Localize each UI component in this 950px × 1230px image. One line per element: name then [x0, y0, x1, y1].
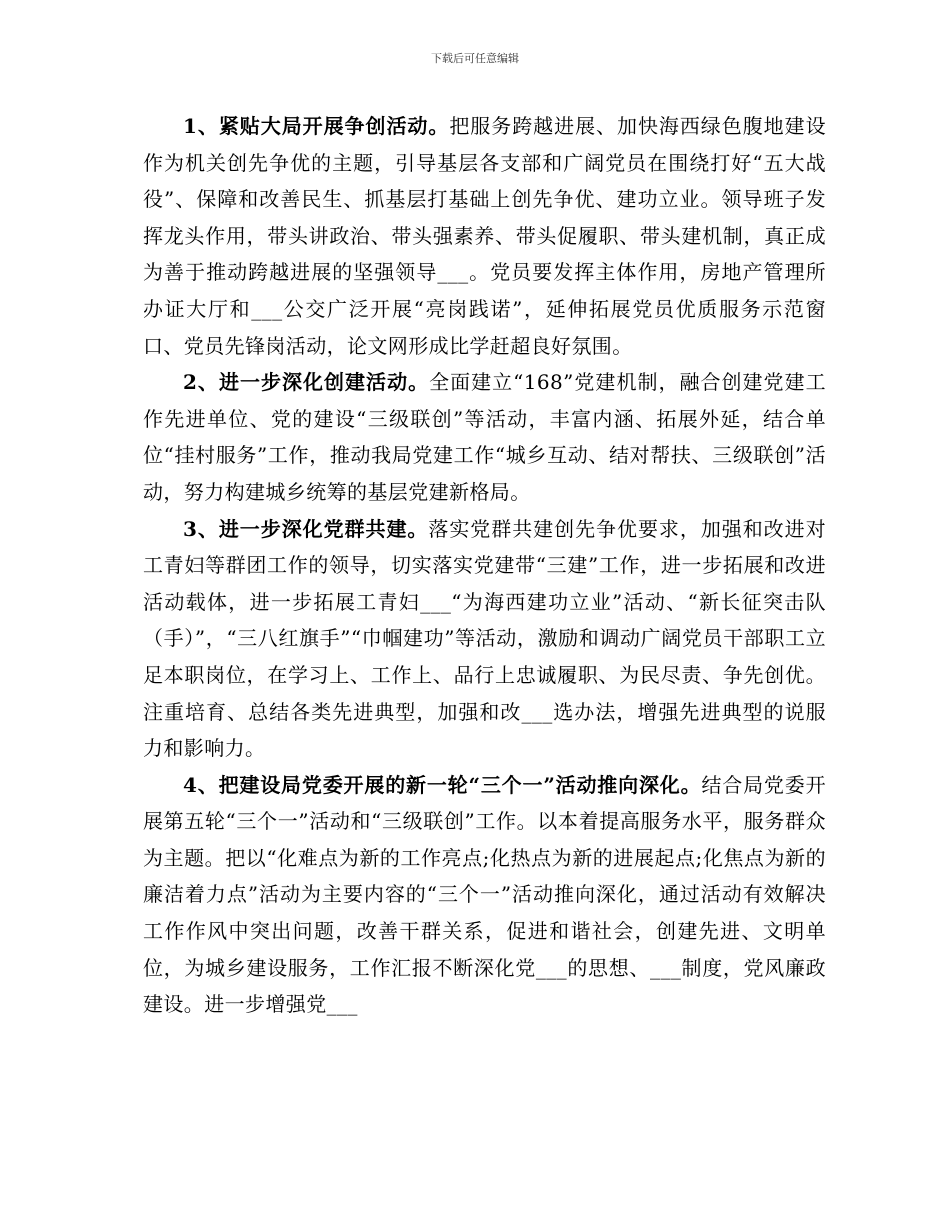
paragraph-1-text: 把服务跨越进展、加快海西绿色腹地建设作为机关创先争优的主题，引导基层各支部和广阔党员在围绕打好“五大战役”、保障和改善民生、抓基层打基础上创先争优、建功立业。领导班子发挥龙头作用，带头讲政治、带头强素养、带头促履职、带头建机制，真正成为善于推动跨越进展的坚强领导___。党员要发挥主体作用，房地产管理所办证大厅和___公交广泛开展“亮岗践诺”，延伸拓展党员优质服务示范窗口、党员先锋岗活动，论文网形成比学赶超良好氛围。 [143, 114, 826, 358]
paragraph-2-text: 全面建立“168”党建机制，融合创建党建工作先进单位、党的建设“三级联创”等活动，丰富内涵、拓展外延，结合单位“挂村服务”工作，推动我局党建工作“城乡互动、结对帮扶、三级联创”活动，努力构建城乡统筹的基层党建新格局。 [143, 370, 826, 504]
paragraph-3-text: 落实党群共建创先争优要求，加强和改进对工青妇等群团工作的领导，切实落实党建带“三建”工作，进一步拓展和改进活动载体，进一步拓展工青妇___“为海西建功立业”活动、“新长征突击队（手）”，“三八红旗手”“巾帼建功”等活动，激励和调动广阔党员干部职工立足本职岗位，在学习上、工作上、品行上忠诚履职、为民尽责、争先创优。注重培育、总结各类先进典型，加强和改___选办法，增强先进典型的说服力和影响力。 [143, 516, 826, 761]
paragraph-4-text: 结合局党委开展第五轮“三个一”活动和“三级联创”工作。以本着提高服务水平，服务群众为主题。把以“化难点为新的工作亮点;化热点为新的进展起点;化焦点为新的廉洁着力点”活动为主要内容的“三个一”活动推向深化，通过活动有效解决工作作风中突出问题，改善干群关系，促进和谐社会，创建先进、文明单位，为城乡建设服务，工作汇报不断深化党___的思想、___制度，党风廉政建设。进一步增强党___ [143, 772, 826, 1017]
page-header: 下载后可任意编辑 [431, 52, 519, 65]
paragraph-4 [143, 767, 826, 1023]
document-body [143, 108, 826, 1023]
paragraph-1 [143, 108, 826, 364]
paragraph-3 [143, 511, 826, 767]
paragraph-3-heading: 3、进一步深化党群共建。 [183, 516, 429, 541]
paragraph-4-heading: 4、把建设局党委开展的新一轮“三个一”活动推向深化。 [183, 772, 702, 797]
paragraph-2 [143, 364, 826, 510]
paragraph-1-heading: 1、紧贴大局开展争创活动。 [183, 114, 450, 138]
paragraph-2-heading: 2、进一步深化创建活动。 [183, 370, 430, 395]
